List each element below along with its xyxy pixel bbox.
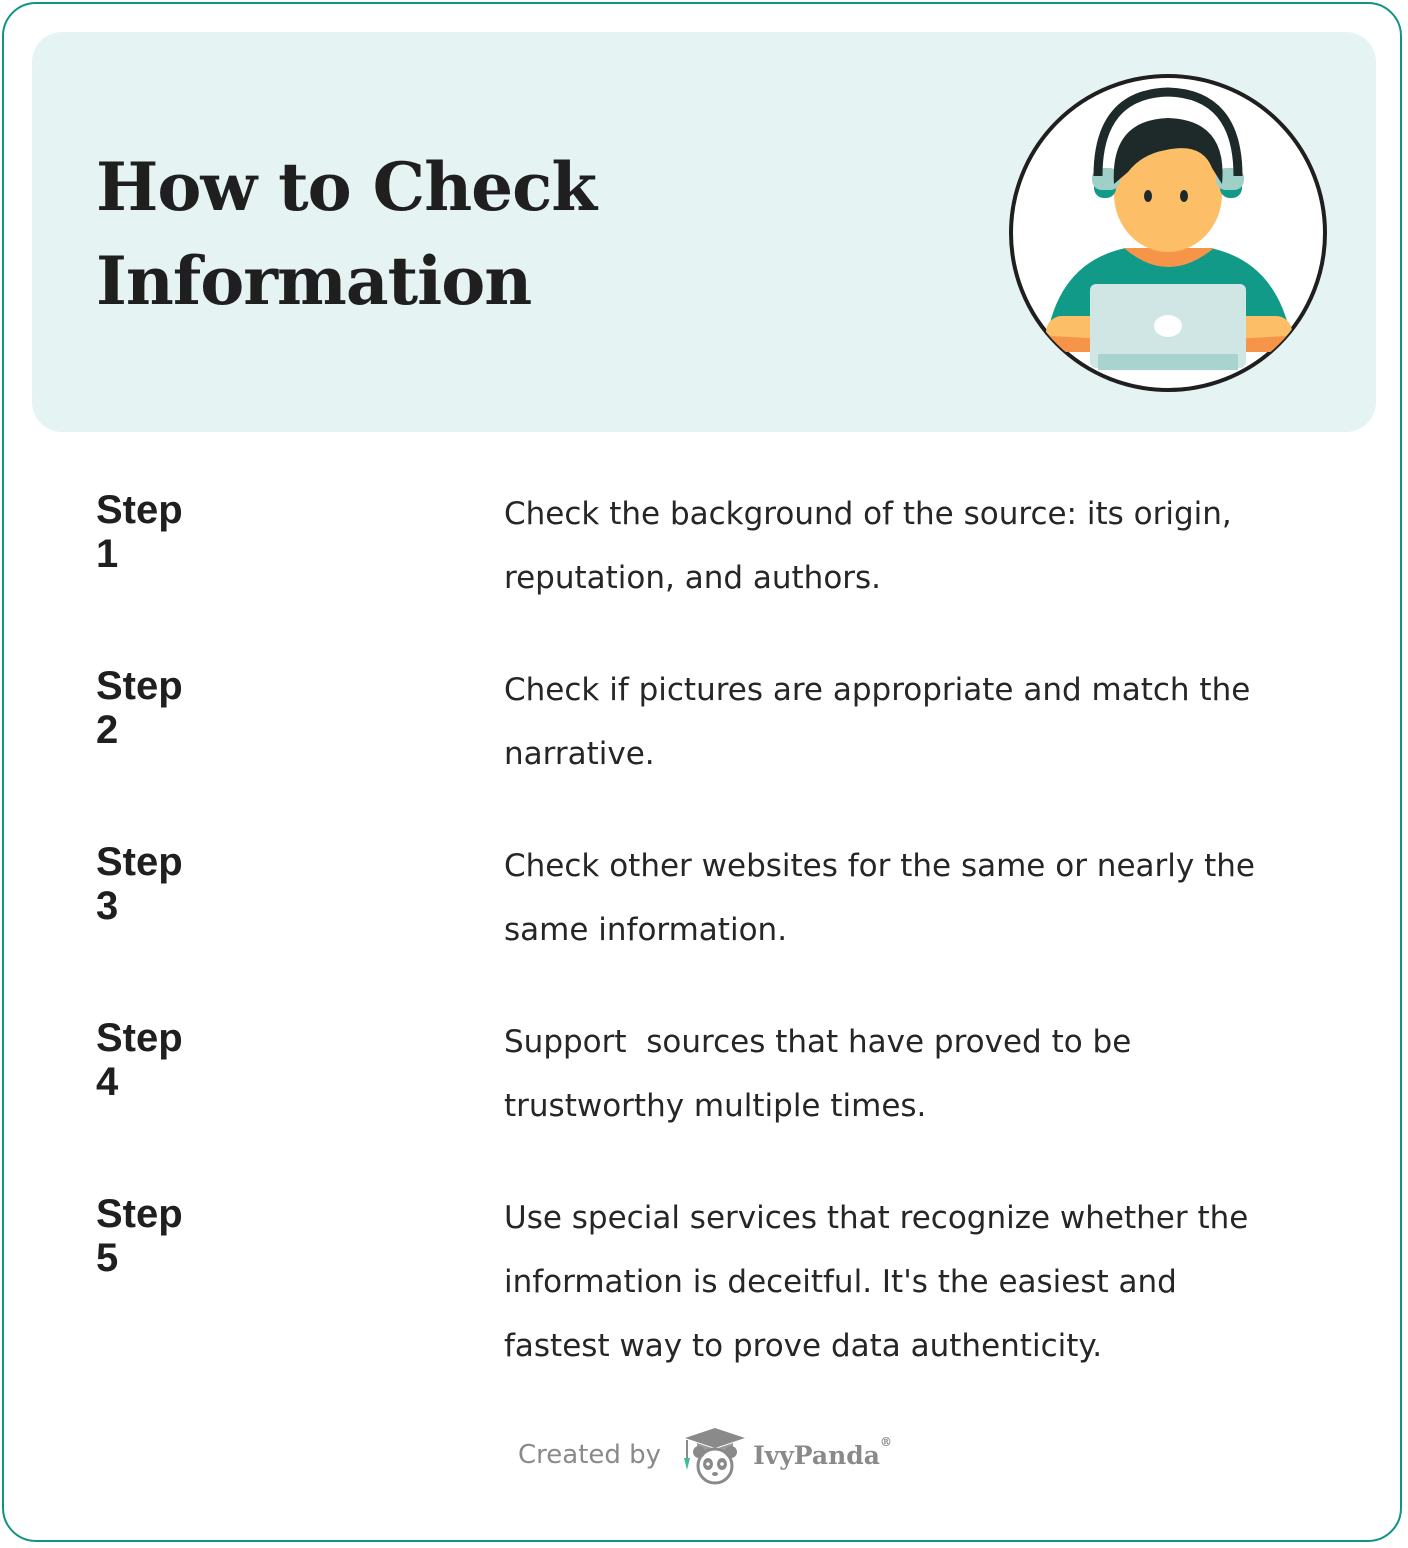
step-2-label: Step 2 — [96, 664, 183, 752]
step-4-text: Support sources that have proved to be trustworthy multiple times. — [504, 1024, 1132, 1124]
step-2-text: Check if pictures are appropriate and match the narrative. — [504, 672, 1251, 772]
page-title — [96, 140, 596, 328]
step-5-text: Use special services that recognize whether the information is deceitful. It's the easiest and fastest way to prove data authenticity. — [504, 1200, 1249, 1364]
registered-mark: ® — [880, 1434, 892, 1449]
footer-credit — [518, 1424, 892, 1486]
brand-name: IvyPanda — [753, 1440, 880, 1470]
title-line-1: How to Check — [96, 148, 597, 226]
step-1-label: Step 1 — [96, 488, 183, 576]
step-5-label: Step 5 — [96, 1192, 183, 1280]
step-1-text: Check the background of the source: its origin, reputation, and authors. — [504, 496, 1232, 596]
ivypanda-logo-text — [753, 1434, 892, 1470]
created-by-label: Created by — [518, 1440, 662, 1470]
step-3-label: Step 3 — [96, 840, 183, 928]
person-with-headphones-laptop-icon — [1006, 72, 1330, 394]
step-4-label: Step 4 — [96, 1016, 183, 1104]
panda-graduation-cap-icon — [679, 1424, 751, 1486]
step-3-text: Check other websites for the same or nearly the same information. — [504, 848, 1255, 948]
title-line-2: Information — [96, 242, 532, 320]
